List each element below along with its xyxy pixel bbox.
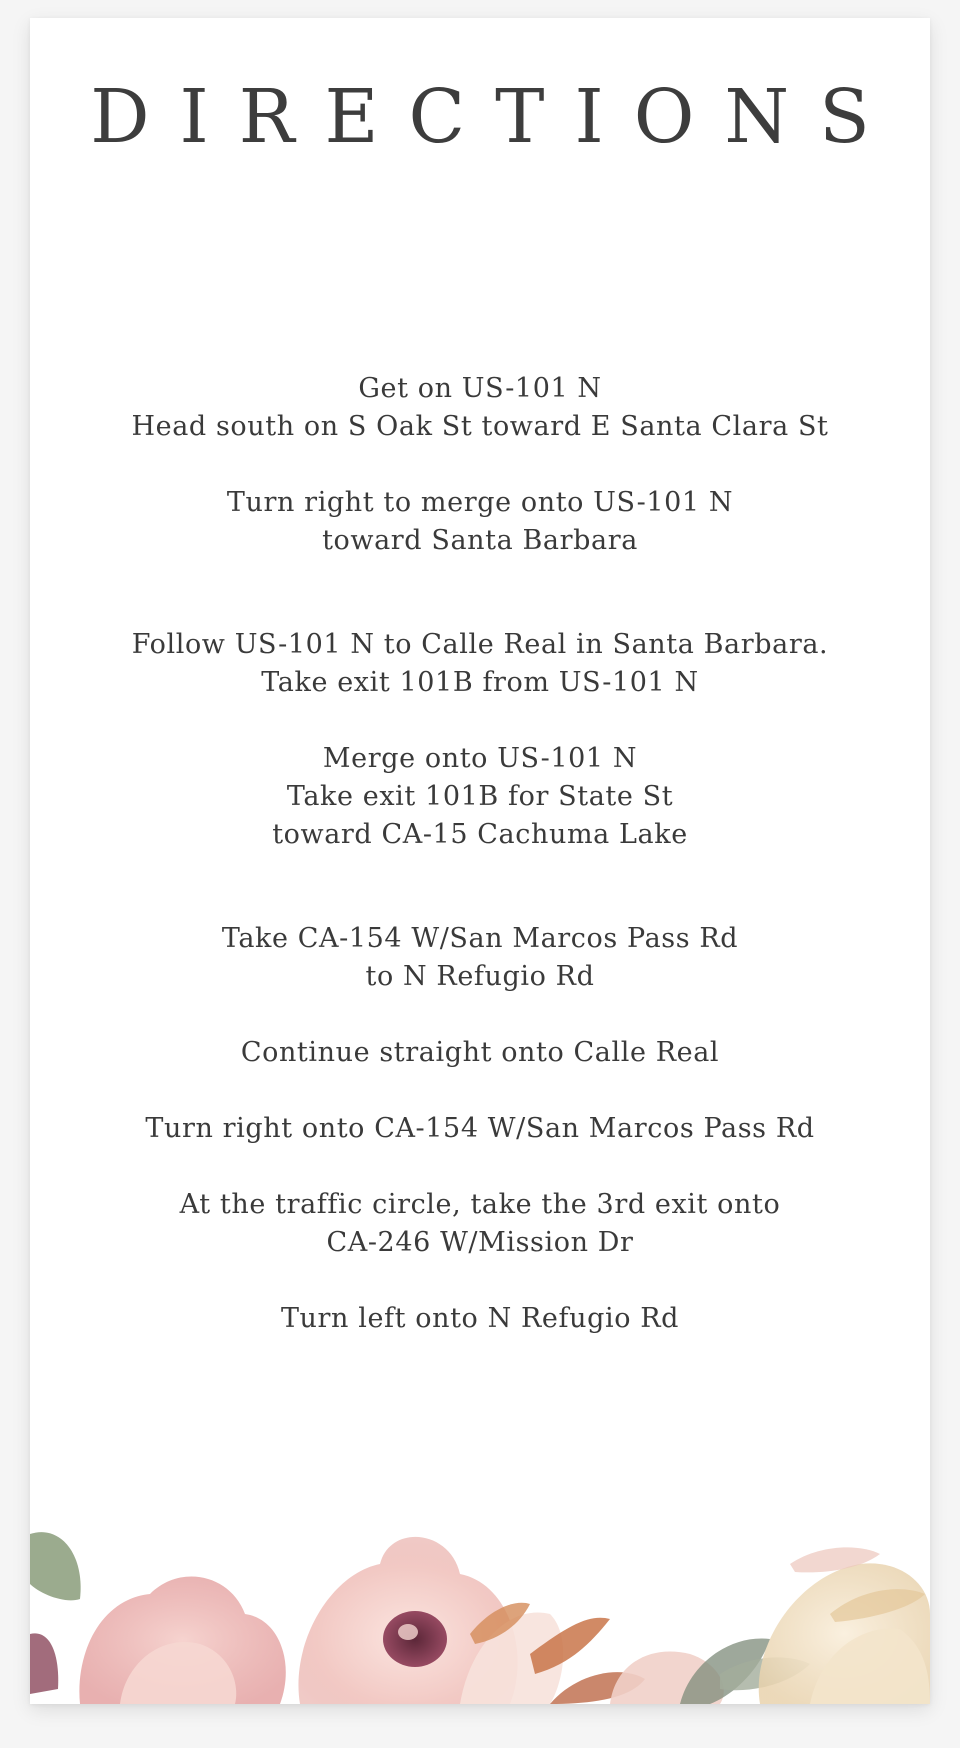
direction-step <box>30 740 930 854</box>
direction-line: to N Refugio Rd <box>365 961 595 992</box>
direction-step <box>30 1110 930 1148</box>
page-title: DIRECTIONS <box>90 74 900 160</box>
direction-line: toward Santa Barbara <box>322 525 638 556</box>
step-spacer <box>30 560 930 626</box>
direction-step <box>30 1300 930 1338</box>
direction-line: Continue straight onto Calle Real <box>240 1037 720 1068</box>
direction-line: Merge onto US-101 N <box>322 743 638 774</box>
direction-step <box>30 920 930 996</box>
direction-line: Take CA-154 W/San Marcos Pass Rd <box>221 923 739 954</box>
step-spacer <box>30 854 930 920</box>
step-spacer <box>30 446 930 484</box>
direction-line: Turn left onto N Refugio Rd <box>280 1303 680 1334</box>
direction-line: At the traffic circle, take the 3rd exit onto <box>179 1189 781 1220</box>
direction-step <box>30 370 930 446</box>
direction-line: Turn right onto CA-154 W/San Marcos Pass Rd <box>145 1113 815 1144</box>
step-spacer <box>30 1262 930 1300</box>
direction-step <box>30 1034 930 1072</box>
step-spacer <box>30 702 930 740</box>
directions-list <box>30 370 930 1338</box>
leaf-left-dark <box>30 1633 58 1694</box>
leaf-left <box>30 1532 81 1600</box>
direction-line: CA-246 W/Mission Dr <box>326 1227 634 1258</box>
floral-border-illustration <box>30 1504 930 1704</box>
direction-line: toward CA-15 Cachuma Lake <box>272 819 688 850</box>
flower-center-core <box>383 1611 447 1667</box>
direction-line: Take exit 101B for State St <box>286 781 674 812</box>
step-spacer <box>30 1148 930 1186</box>
step-spacer <box>30 1072 930 1110</box>
direction-line: Turn right to merge onto US-101 N <box>226 487 734 518</box>
direction-line: Follow US-101 N to Calle Real in Santa Barbara. <box>131 629 829 660</box>
direction-step <box>30 626 930 702</box>
direction-step <box>30 1186 930 1262</box>
direction-line: Get on US-101 N <box>358 373 602 404</box>
step-spacer <box>30 996 930 1034</box>
direction-line: Take exit 101B from US-101 N <box>261 667 699 698</box>
direction-line: Head south on S Oak St toward E Santa Clara St <box>131 411 829 442</box>
directions-card <box>30 18 930 1704</box>
direction-step <box>30 484 930 560</box>
